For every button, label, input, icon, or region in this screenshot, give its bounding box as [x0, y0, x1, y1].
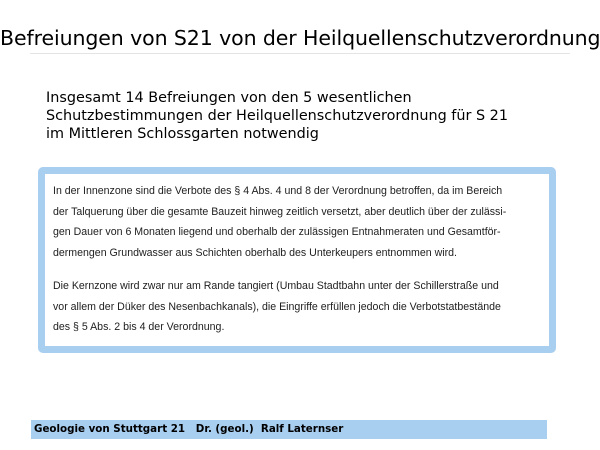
- paragraph-gap: [53, 263, 543, 276]
- quote-line: des § 5 Abs. 2 bis 4 der Verordnung.: [53, 321, 225, 333]
- footer-bar: [31, 420, 547, 439]
- quote-line: der Talquerung über die gesamte Bauzeit hinweg zeitlich versetzt, aber deutlich über der zulässi-: [53, 205, 507, 218]
- lead-line: im Mittleren Schlossgarten notwendig: [46, 126, 319, 142]
- lead-text: [46, 89, 566, 143]
- footer-text: Geologie von Stuttgart 21 Dr. (geol.) Ralf Laternser: [34, 423, 344, 435]
- quote-paragraph-2: [53, 276, 543, 338]
- quote-line: gen Dauer von 6 Monaten liegend und oberhalb der zulässigen Entnahmeraten und Gesamtför-: [53, 226, 501, 238]
- quote-line: vor allem der Düker des Nesenbachkanals), die Eingriffe erfüllen jedoch die Verbotstatbestände: [53, 300, 501, 313]
- quote-box: [38, 167, 556, 353]
- title-divider: [30, 53, 570, 54]
- quote-box-content: [45, 174, 549, 346]
- slide-title: Befreiungen von S21 von der Heilquellenschutzverordnung: [0, 26, 600, 50]
- quote-paragraph-1: [53, 181, 543, 263]
- quote-line: dermengen Grundwasser aus Schichten oberhalb des Unterkeupers entnommen wird.: [53, 246, 457, 259]
- lead-line: Schutzbestimmungen der Heilquellenschutzverordnung für S 21: [46, 108, 508, 124]
- quote-line: In der Innenzone sind die Verbote des § 4 Abs. 4 und 8 der Verordnung betroffen, da im Bereich: [53, 185, 503, 197]
- lead-line: Insgesamt 14 Befreiungen von den 5 wesentlichen: [46, 90, 412, 106]
- quote-line: Die Kernzone wird zwar nur am Rande tangiert (Umbau Stadtbahn unter der Schillerstraße und: [53, 280, 499, 292]
